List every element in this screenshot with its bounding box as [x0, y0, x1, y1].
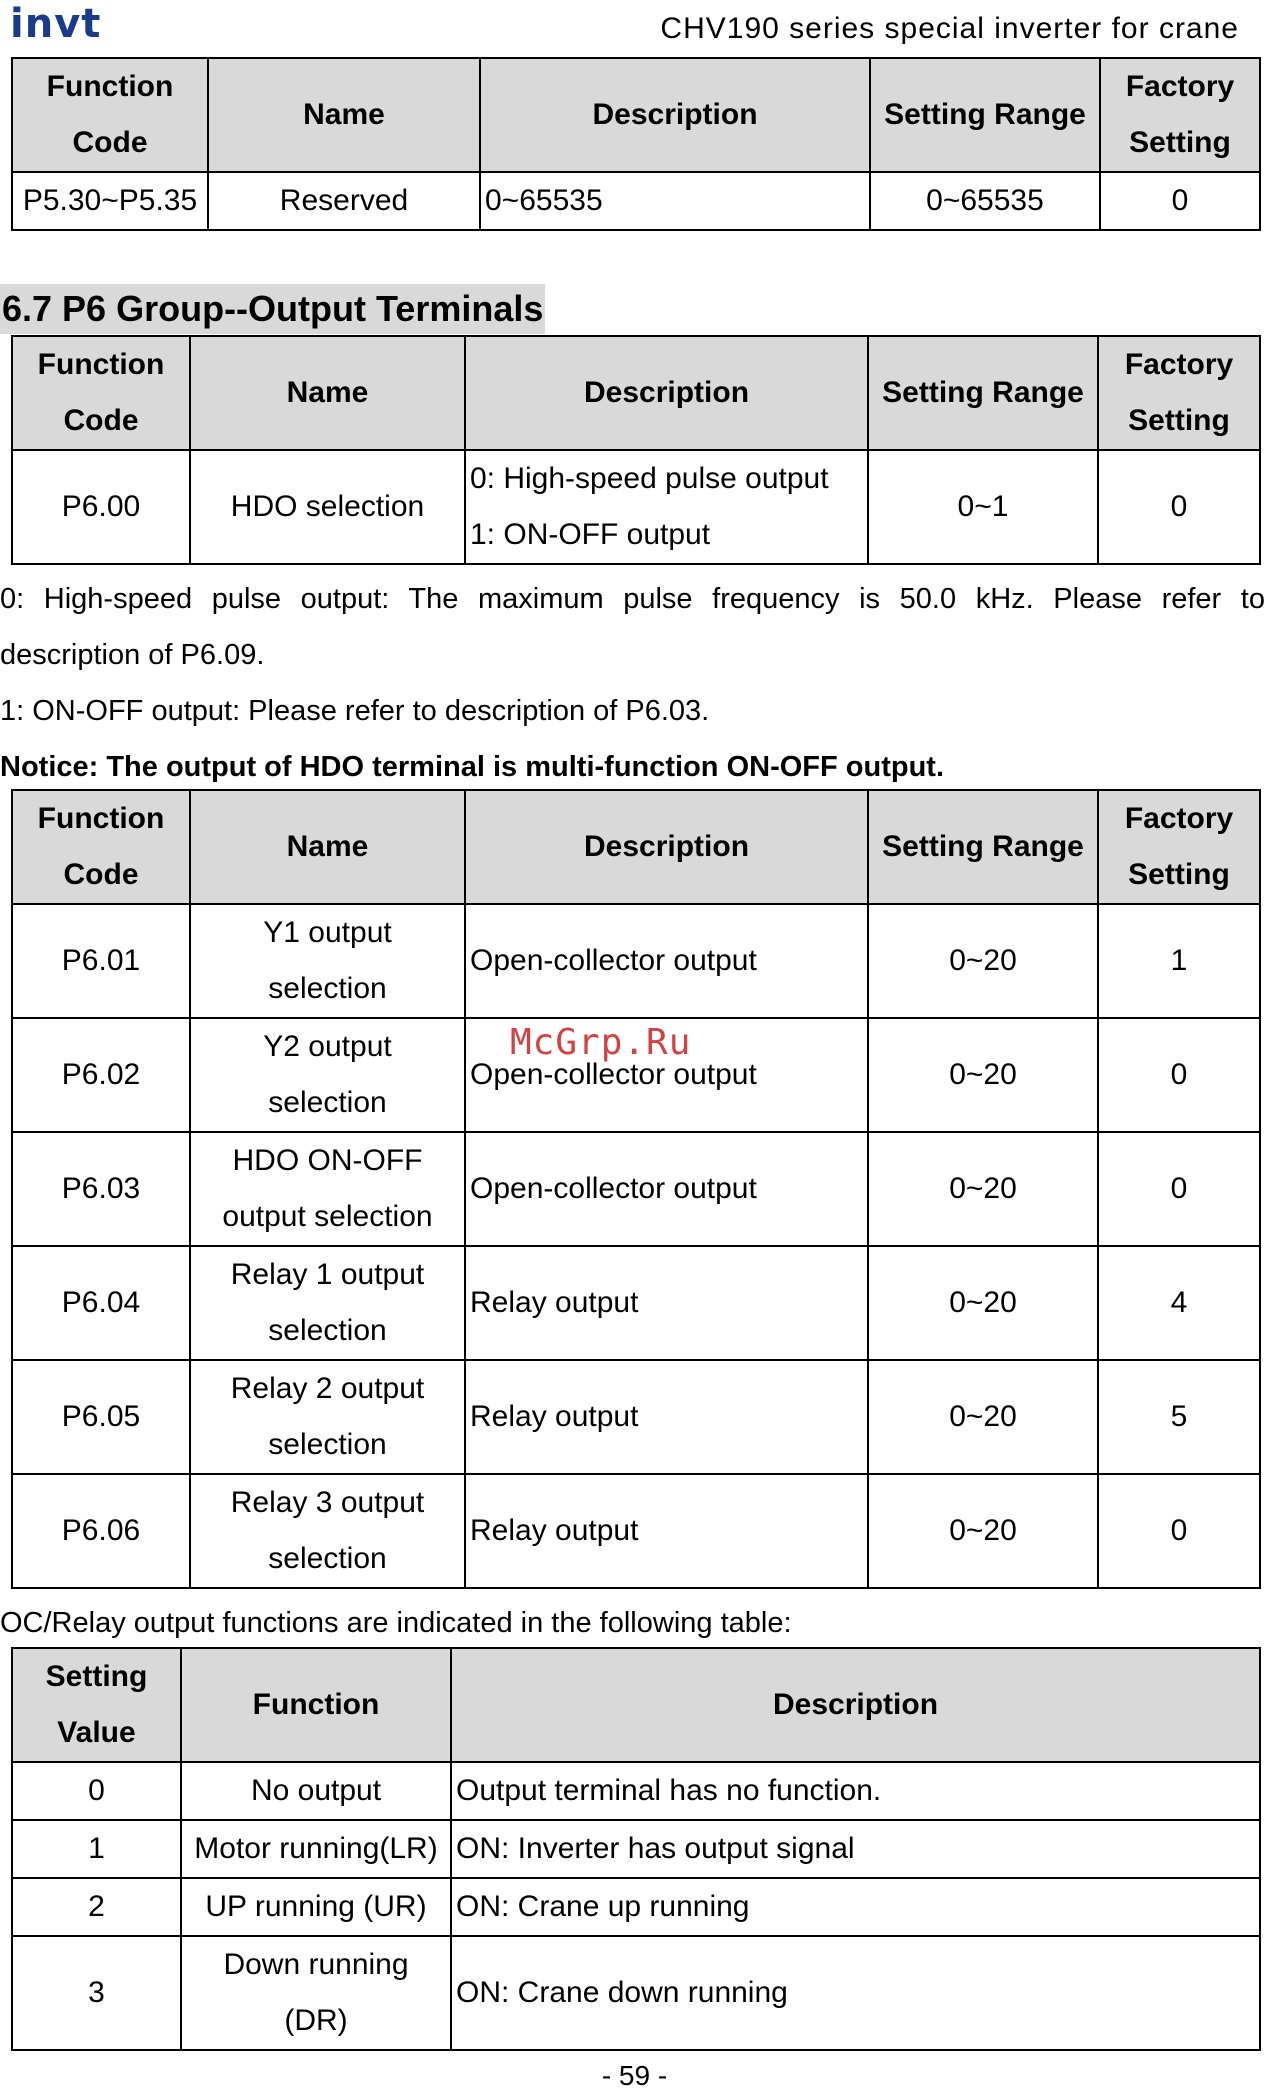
cell-description: Open-collector output — [465, 904, 868, 1018]
function-line: Down running — [223, 1948, 409, 1981]
cell-range: 0~1 — [868, 450, 1098, 564]
cell-factory: 4 — [1098, 1246, 1260, 1360]
header-setting-range: Setting Range — [868, 790, 1098, 904]
cell-description: 0~65535 — [480, 172, 870, 230]
header-function-code: Function Code — [12, 336, 190, 450]
cell-code: P6.04 — [12, 1246, 190, 1360]
header-factory-setting: Factory Setting — [1100, 58, 1260, 172]
table-row — [12, 1762, 1260, 1820]
description-line: 0: High-speed pulse output — [470, 462, 829, 495]
cell-description: ON: Crane up running — [451, 1878, 1260, 1936]
cell-factory: 5 — [1098, 1360, 1260, 1474]
header-name: Name — [190, 336, 465, 450]
cell-value: 3 — [12, 1936, 181, 2050]
header-setting-range: Setting Range — [868, 336, 1098, 450]
table-row — [12, 1878, 1260, 1936]
cell-name — [190, 1018, 465, 1132]
notice-text: Notice: The output of HDO terminal is multi-function ON-OFF output. — [0, 751, 945, 783]
cell-range: 0~20 — [868, 904, 1098, 1018]
cell-range: 0~20 — [868, 1474, 1098, 1588]
cell-description: Relay output — [465, 1474, 868, 1588]
header-description: Description — [451, 1648, 1260, 1762]
header-description: Description — [480, 58, 870, 172]
paragraph-oc-relay-intro: OC/Relay output functions are indicated in the following table: — [0, 1607, 792, 1639]
page-number: - 59 - — [601, 2060, 668, 2091]
table-row — [12, 1246, 1260, 1360]
cell-range: 0~20 — [868, 1018, 1098, 1132]
cell-name — [190, 1360, 465, 1474]
name-line: selection — [268, 1542, 387, 1575]
cell-range: 0~20 — [868, 1246, 1098, 1360]
header-setting-value: Setting Value — [12, 1648, 181, 1762]
header-function-code: Function Code — [12, 790, 190, 904]
header-description: Description — [465, 336, 868, 450]
cell-description: ON: Inverter has output signal — [451, 1820, 1260, 1878]
document-title: CHV190 series special inverter for crane — [660, 12, 1239, 45]
table-row — [12, 172, 1260, 230]
section-heading: 6.7 P6 Group--Output Terminals — [0, 284, 545, 334]
description-line: 1: ON-OFF output — [470, 518, 711, 551]
cell-value: 1 — [12, 1820, 181, 1878]
name-line: HDO ON-OFF — [232, 1144, 423, 1177]
name-line: selection — [268, 1314, 387, 1347]
cell-factory: 0 — [1098, 1474, 1260, 1588]
cell-code: P6.05 — [12, 1360, 190, 1474]
name-line: Y2 output — [263, 1030, 392, 1063]
name-line: output selection — [222, 1200, 433, 1233]
header-description: Description — [465, 790, 868, 904]
cell-range: 0~65535 — [870, 172, 1100, 230]
cell-function: No output — [181, 1762, 451, 1820]
table-row — [12, 450, 1260, 564]
function-line: (DR) — [284, 2004, 348, 2037]
cell-code: P6.00 — [12, 450, 190, 564]
cell-value: 0 — [12, 1762, 181, 1820]
cell-name — [190, 904, 465, 1018]
watermark-text: McGrp.Ru — [510, 1022, 692, 1063]
cell-description: Open-collector output — [465, 1018, 868, 1132]
cell-description — [465, 450, 868, 564]
table-p5-reserved — [11, 57, 1261, 231]
paragraph-hdo-pulse-cont: description of P6.09. — [0, 639, 265, 671]
header-function: Function — [181, 1648, 451, 1762]
header-function-code: Function Code — [12, 58, 208, 172]
name-line: selection — [268, 1086, 387, 1119]
cell-description: ON: Crane down running — [451, 1936, 1260, 2050]
table-row — [12, 1936, 1260, 2050]
cell-code: P5.30~P5.35 — [12, 172, 208, 230]
cell-code: P6.02 — [12, 1018, 190, 1132]
cell-description: Relay output — [465, 1360, 868, 1474]
table-row — [12, 1474, 1260, 1588]
header-name: Name — [190, 790, 465, 904]
invt-logo: invt — [10, 1, 102, 47]
header-factory-setting: Factory Setting — [1098, 336, 1260, 450]
name-line: Y1 output — [263, 916, 392, 949]
table-p6-00 — [11, 335, 1261, 565]
table-output-functions — [11, 1647, 1261, 2051]
cell-code: P6.06 — [12, 1474, 190, 1588]
table-row — [12, 1360, 1260, 1474]
cell-value: 2 — [12, 1878, 181, 1936]
paragraph-on-off: 1: ON-OFF output: Please refer to description of P6.03. — [0, 695, 710, 727]
cell-factory: 0 — [1098, 1018, 1260, 1132]
table-row — [12, 1820, 1260, 1878]
header-setting-range: Setting Range — [870, 58, 1100, 172]
cell-name — [190, 1474, 465, 1588]
name-line: selection — [268, 972, 387, 1005]
cell-factory: 0 — [1098, 1132, 1260, 1246]
name-line: Relay 3 output — [230, 1486, 425, 1519]
cell-code: P6.03 — [12, 1132, 190, 1246]
cell-name — [190, 1246, 465, 1360]
cell-description: Open-collector output — [465, 1132, 868, 1246]
header-factory-setting: Factory Setting — [1098, 790, 1260, 904]
cell-range: 0~20 — [868, 1132, 1098, 1246]
cell-code: P6.01 — [12, 904, 190, 1018]
table-row — [12, 1132, 1260, 1246]
cell-name: Reserved — [208, 172, 480, 230]
cell-function: Motor running(LR) — [181, 1820, 451, 1878]
cell-function: UP running (UR) — [181, 1878, 451, 1936]
cell-name: HDO selection — [190, 450, 465, 564]
cell-function — [181, 1936, 451, 2050]
cell-description: Relay output — [465, 1246, 868, 1360]
cell-name — [190, 1132, 465, 1246]
table-output-selection — [11, 789, 1261, 1589]
paragraph-hdo-pulse: 0: High-speed pulse output: The maximum pulse frequency is 50.0 kHz. Please refer to — [0, 583, 1265, 615]
cell-range: 0~20 — [868, 1360, 1098, 1474]
name-line: Relay 1 output — [230, 1258, 425, 1291]
cell-factory: 1 — [1098, 904, 1260, 1018]
cell-factory: 0 — [1100, 172, 1260, 230]
cell-factory: 0 — [1098, 450, 1260, 564]
table-row — [12, 904, 1260, 1018]
cell-description: Output terminal has no function. — [451, 1762, 1260, 1820]
name-line: Relay 2 output — [230, 1372, 425, 1405]
header-name: Name — [208, 58, 480, 172]
name-line: selection — [268, 1428, 387, 1461]
